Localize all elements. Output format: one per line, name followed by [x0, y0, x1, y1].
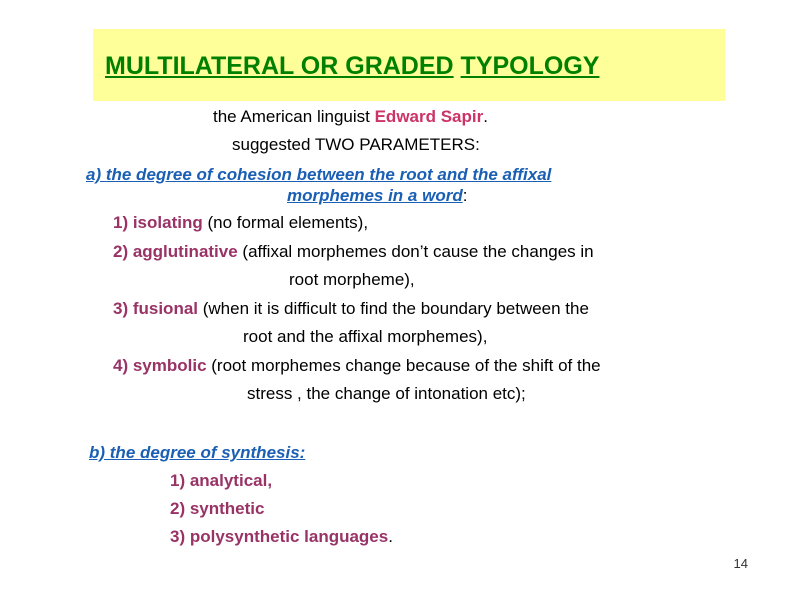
- item-term: 3) fusional: [113, 299, 199, 318]
- linguist-name: Edward Sapir: [374, 107, 484, 126]
- title-gap: [454, 52, 461, 80]
- intro-text: the American linguist: [213, 107, 375, 126]
- param-a-item-2-cont: root morpheme),: [289, 270, 415, 289]
- param-a-item-3: [113, 298, 589, 320]
- item-period: .: [388, 527, 393, 546]
- param-a-item-4-cont: stress , the change of intonation etc);: [247, 384, 526, 403]
- title-part2: TYPOLOGY: [460, 52, 600, 80]
- slide-title: [105, 50, 599, 82]
- item-term: 1) isolating: [113, 213, 203, 232]
- param-a-heading-line-1: a) the degree of cohesion between the root and the affixal: [86, 165, 552, 184]
- item-desc: (root morphemes change because of the shift of the: [206, 356, 601, 375]
- item-term: 4) symbolic: [113, 356, 207, 375]
- item-desc: (when it is difficult to find the boundary between the: [198, 299, 589, 318]
- param-b-item-2: 2) synthetic: [170, 499, 265, 518]
- param-b-item-1: 1) analytical,: [170, 471, 273, 490]
- intro-line-1: [213, 106, 488, 128]
- param-a-item-1: [113, 212, 368, 234]
- param-a-item-2: [113, 241, 594, 263]
- param-a-colon: :: [462, 186, 468, 205]
- intro-line-2: suggested TWO PARAMETERS:: [232, 135, 480, 154]
- item-term: 3) polysynthetic languages: [170, 527, 389, 546]
- title-part1: MULTILATERAL OR GRADED: [105, 52, 454, 80]
- param-a-item-3-cont: root and the affixal morphemes),: [243, 327, 488, 346]
- param-a-heading-cont: morphemes in a word: [287, 186, 463, 205]
- item-term: 2) agglutinative: [113, 242, 238, 261]
- item-desc: (affixal morphemes don’t cause the changes in: [237, 242, 594, 261]
- item-desc: (no formal elements),: [202, 213, 369, 232]
- param-b-heading: b) the degree of synthesis:: [89, 443, 306, 462]
- param-a-item-4: [113, 355, 601, 377]
- param-a-heading-line-2: [287, 185, 467, 207]
- page-number: 14: [733, 556, 748, 571]
- intro-period: .: [483, 107, 488, 126]
- param-b-item-3: [170, 526, 393, 548]
